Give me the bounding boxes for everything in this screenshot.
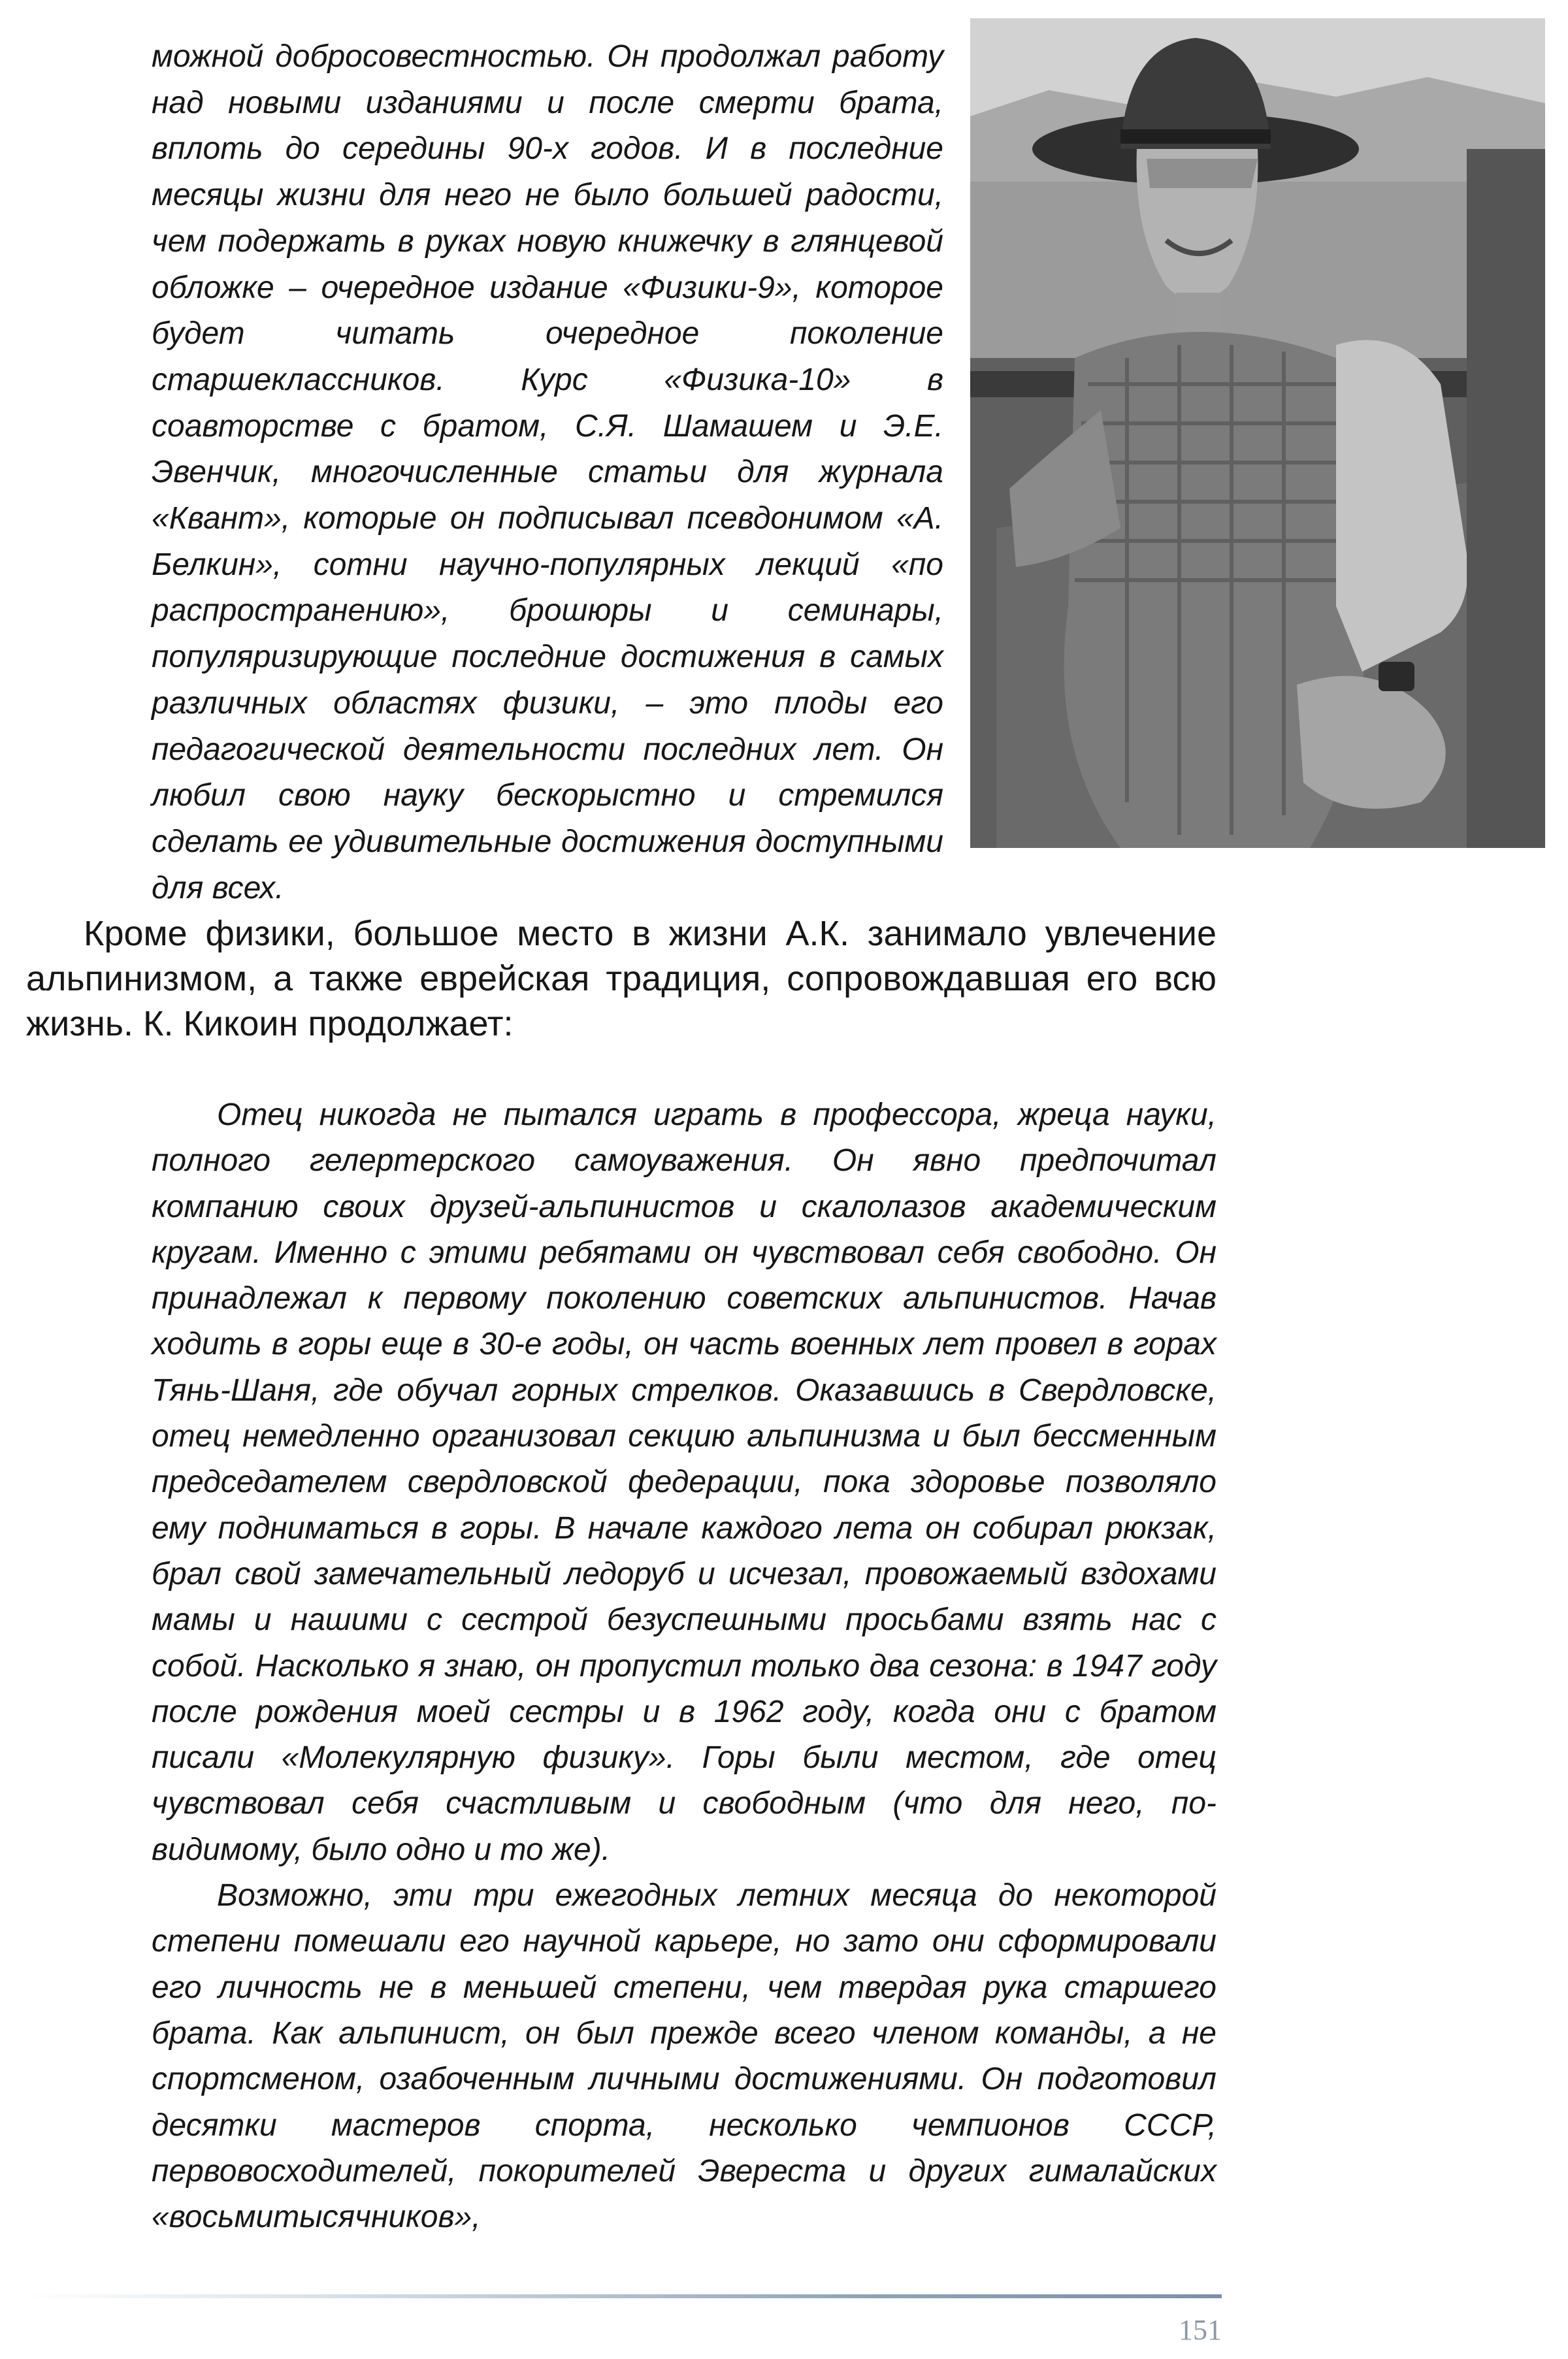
intro-text: Кроме физики, большое место в жизни А.К. занимало увлечение альпинизмом, а также еврейская традиция, сопровождавшая его всю жизнь. К. Кикоин продолжает: (26, 914, 1217, 1043)
portrait-photo (970, 18, 1545, 848)
kikoin-quote (152, 1092, 1217, 2240)
footer-rule (26, 2294, 1222, 2298)
quote-paragraph: можной добросовестностью. Он продолжал работу над новыми изданиями и после смерти брата, вплоть до середины 90-х годов. И в последние месяцы жизни для него не было большей радости, чем подержать в руках новую книжечку в глянцевой обложке – очередное издание «Физики-9», которое будет читать очередное поколение старшеклассников. Курс «Физика-10» в соавторстве с братом, С.Я. Шамашем и Э.Е. Эвенчик, многочисленные статьи для журнала «Квант», которые он подписывал псевдонимом «А. Белкин», сотни научно-популярных лекций «по распространению», брошюры и семинары, популяризирующие последние достижения в самых различных областях физики, – это плоды его педагогической деятельности последних лет. Он любил свою науку бескорыстно и стремился сделать ее удивительные достижения доступными для всех. (152, 39, 943, 905)
photo-caption-quote (152, 34, 943, 911)
page-number: 151 (1179, 2314, 1222, 2346)
quote-paragraph-2: Возможно, эти три ежегодных летних месяца до некоторой степени помешали его научной карьере, но зато они сформировали его личность не в меньшей степени, чем твердая рука старшего брата. Как альпинист, он был прежде всего членом команды, а не спортсменом, озабоченным личными достижениями. Он подготовил десятки мастеров спорта, несколько чемпионов СССР, первовосходителей, покорителей Эвереста и других гималайских «восьмитысячников», (152, 1878, 1217, 2235)
quote-paragraph-1: Отец никогда не пытался играть в профессора, жреца науки, полного гелертерского самоуважения. Он явно предпочитал компанию своих друзей-альпинистов и скалолазов академическим кругам. Именно с этими ребятами он чувствовал себя свободно. Он принадлежал к первому поколению советских альпинистов. Начав ходить в горы еще в 30-е годы, он часть военных лет провел в горах Тянь-Шаня, где обучал горных стрелков. Оказавшись в Свердловске, отец немедленно организовал секцию альпинизма и был бессменным председателем свердловской федерации, пока здоровье позволяло ему подниматься в горы. В начале каждого лета он собирал рюкзак, брал свой замечательный ледоруб и исчезал, провожаемый вздохами мамы и нашими с сестрой безуспешными просьбами взять нас с собой. Насколько я знаю, он пропустил только два сезона: в 1947 году после рождения моей сестры и в 1962 году, когда они с братом писали «Молекулярную физику». Горы были местом, где отец чувствовал себя счастливым и свободным (что для него, по-видимому, было одно и то же). (152, 1098, 1217, 1867)
intro-paragraph (26, 911, 1217, 1047)
